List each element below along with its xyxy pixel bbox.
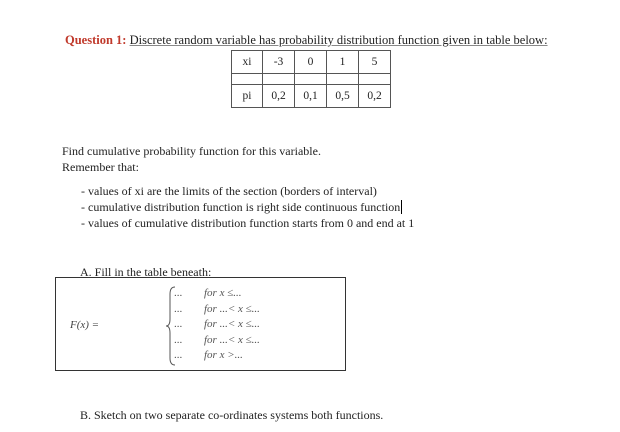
question-text: Discrete random variable has probability distribution function given in table below: (129, 33, 548, 47)
distribution-table (231, 50, 391, 108)
formula-box (55, 277, 346, 371)
question-label: Question 1: (65, 33, 127, 47)
bullet-item: - values of xi are the limits of the section (borders of interval) (81, 184, 377, 198)
bullet-item: - values of cumulative distribution function starts from 0 and end at 1 (81, 216, 415, 230)
part-b-label: B. Sketch on two separate co-ordinates systems both functions. (80, 408, 384, 422)
text-cursor (401, 200, 402, 214)
x-value: 5 (359, 51, 391, 74)
p-value: 0,2 (359, 85, 391, 108)
x-header: xi (232, 51, 263, 74)
p-row (232, 85, 391, 108)
piecewise-row[interactable]: ... for x ≤... (174, 287, 242, 299)
p-value: 0,2 (263, 85, 295, 108)
piecewise-row[interactable]: ... for x >... (174, 349, 243, 361)
instruction-line: Find cumulative probability function for this variable. (62, 144, 321, 158)
p-header: pi (232, 85, 263, 108)
question-heading (65, 33, 548, 48)
piecewise-row[interactable]: ... for ...< x ≤... (174, 302, 260, 315)
part-a-label: A. Fill in the table beneath: (80, 265, 212, 279)
x-value: 1 (327, 51, 359, 74)
bullet-list (81, 183, 414, 231)
instruction-line: Remember that: (62, 160, 139, 174)
instructions (62, 143, 321, 175)
piecewise-row[interactable]: ... for ...< x ≤... (174, 333, 260, 346)
x-value: 0 (295, 51, 327, 74)
bullet-item: - cumulative distribution function is right side continuous function (81, 200, 401, 214)
piecewise-row[interactable]: ... for ...< x ≤... (174, 318, 260, 330)
table-gap (232, 74, 391, 85)
p-value: 0,1 (295, 85, 327, 108)
formula-lhs: F(x) = (70, 319, 100, 331)
x-row (232, 51, 391, 74)
p-value: 0,5 (327, 85, 359, 108)
piecewise-rows (174, 286, 260, 364)
x-value: -3 (263, 51, 295, 74)
